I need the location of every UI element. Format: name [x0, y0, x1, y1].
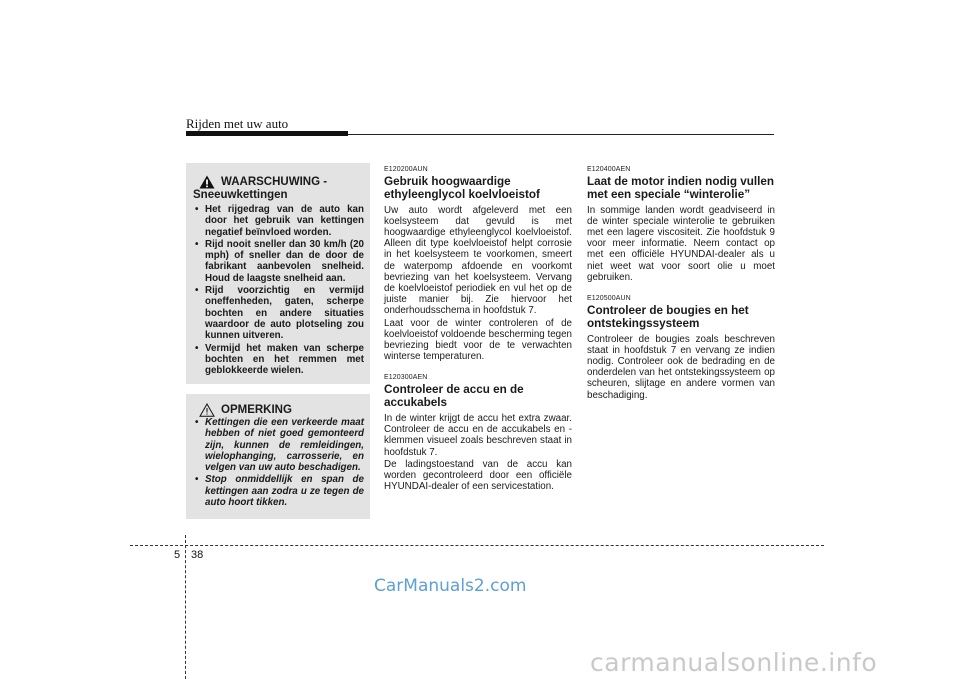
footer-dashed-rule: [130, 545, 824, 546]
section-paragraph: In de winter krijgt de accu het extra zwaar. Controleer de accu en de accukabels en -klemmen visueel zoals beschreven staat in hoofdstuk 7.: [384, 413, 572, 458]
header-rule-thick: [186, 131, 348, 136]
header-rule-thin: [348, 134, 774, 135]
note-list: [193, 417, 364, 508]
oil-section: [587, 166, 775, 283]
section-heading: Laat de motor indien nodig vullen met een speciale “winterolie”: [587, 175, 775, 201]
section-code: E120300AEN: [384, 374, 428, 382]
note-title: OPMERKING: [221, 403, 292, 416]
section-paragraph: Uw auto wordt afgeleverd met een koelsysteem dat gevuld is met hoogwaardige ethyleenglycol koelvloeistof. Alleen dit type koelvloeistof helpt corrosie in het koelsysteem te voorkomen, smeert de waterpomp afdoende en voorkomt bevriezing van het koelsysteem. Vervang de koelvloeistof periodiek en vul het op de juiste manier bij. Zie hiervoor het onderhoudsschema in hoofdstuk 7.: [384, 204, 572, 317]
warning-item: • Het rijgedrag van de auto kan door het gebruik van kettingen negatief beïnvloed worden.: [193, 204, 364, 238]
warning-item: • Rijd voorzichtig en vermijd oneffenheden, gaten, scherpe bochten en andere situaties waardoor de auto plotseling zou kunnen uitveren.: [193, 285, 364, 341]
warning-header: [193, 175, 364, 189]
section-paragraph: Controleer de bougies zoals beschreven staat in hoofdstuk 7 en vervang ze indien nodig. Controleer ook de bedrading en de onderdelen van het ontstekingssysteem op scheuren, slijtage en andere vormen van beschadiging.: [587, 333, 775, 401]
chapter-number: 5: [174, 549, 181, 561]
note-header: [193, 403, 364, 417]
page-header-title: Rijden met uw auto: [186, 116, 289, 131]
warning-list: [193, 204, 364, 376]
section-paragraph: De ladingstoestand van de accu kan worden gecontroleerd door een officiële HYUNDAI-dealer of een servicestation.: [384, 458, 572, 493]
battery-section: [384, 374, 572, 492]
footer-vertical-dashed-rule: [185, 535, 186, 679]
coolant-section: [384, 166, 572, 362]
note-item: • Stop onmiddellijk en span de kettingen aan zodra u ze tegen de auto hoort tikken.: [193, 474, 364, 508]
warning-box: [186, 163, 370, 384]
section-heading: Controleer de bougies en het ontstekingssysteem: [587, 304, 749, 330]
warning-item: • Vermijd het maken van scherpe bochten en het remmen met geblokkeerde wielen.: [193, 343, 364, 377]
section-paragraph: In sommige landen wordt geadviseerd in de winter speciale winterolie te gebruiken met een lagere viscositeit. Zie hoofdstuk 9 voor meer informatie. Neem contact op met een officiële HYUNDAI-dealer als u niet weet wat voor soort olie u moet gebruiken.: [587, 204, 775, 283]
section-paragraph: Laat voor de winter controleren of de koelvloeistof voldoende bescherming tegen bevriezing biedt voor de te verwachten winterse temperaturen.: [384, 317, 572, 363]
note-box: [186, 394, 370, 519]
warning-title: WAARSCHUWING -: [221, 175, 328, 188]
section-code: E120500AUN: [587, 295, 631, 303]
section-code: E120200AUN: [384, 166, 428, 173]
caution-triangle-icon: [199, 403, 215, 417]
section-code: E120400AEN: [587, 166, 631, 173]
section-heading: Gebruik hoogwaardige ethyleenglycol koelvloeistof: [384, 175, 540, 201]
watermark-carmanualsonline: carmanualsonline.info: [590, 648, 878, 677]
right-column: [587, 166, 775, 413]
section-heading: Controleer de accu en de accukabels: [384, 383, 524, 410]
page-number: 38: [191, 549, 204, 561]
middle-column: [384, 166, 572, 504]
sparkplugs-section: [587, 295, 775, 401]
note-item: • Kettingen die een verkeerde maat hebben of niet goed gemonteerd zijn, kunnen de remleidingen, wielophanging, carrosserie, en velgen van uw auto beschadigen.: [193, 417, 364, 473]
warning-triangle-icon: [199, 175, 215, 189]
warning-item: • Rijd nooit sneller dan 30 km/h (20 mph) of sneller dan de door de fabrikant aanbevolen snelheid. Houd de laagste snelheid aan.: [193, 239, 364, 284]
watermark-carmanuals2: CarManuals2.com: [374, 576, 527, 596]
warning-subtitle: Sneeuwkettingen: [193, 189, 288, 201]
